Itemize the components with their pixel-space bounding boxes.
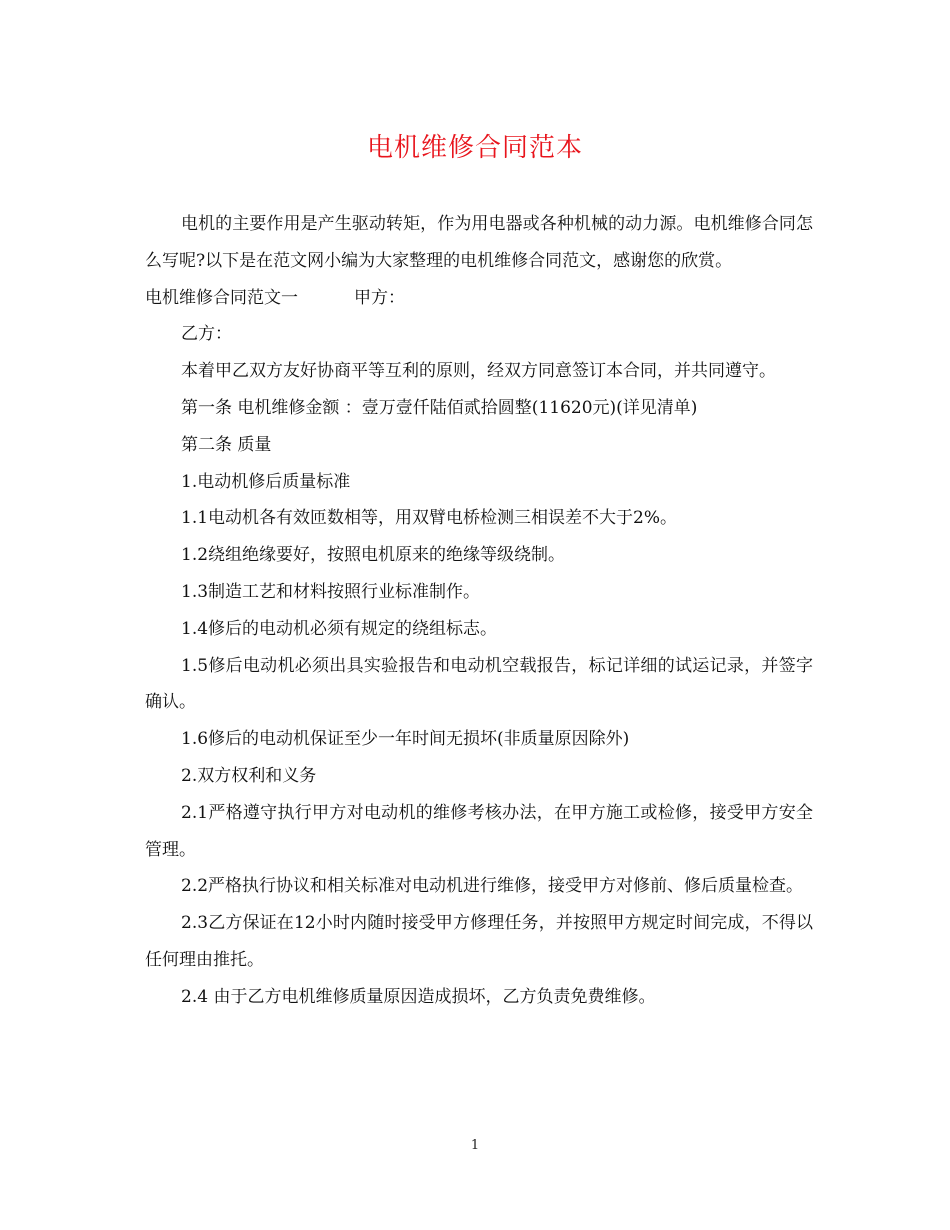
sample-heading: 电机维修合同范文一	[145, 287, 298, 308]
item-1-4: 1.4修后的电动机必须有规定的绕组标志。	[181, 618, 498, 639]
party-b-label: 乙方：	[181, 324, 232, 345]
intro-paragraph: 电机的主要作用是产生驱动转矩，作为用电器或各种机械的动力源。电机维修合同怎么写呢?以下是在范文网小编为大家整理的电机维修合同范文，感谢您的欣赏。	[145, 214, 813, 271]
item-1-6: 1.6修后的电动机保证至少一年时间无损坏(非质量原因除外)	[181, 729, 630, 750]
item-2-3: 2.3乙方保证在12小时内随时接受甲方修理任务，并按照甲方规定时间完成，不得以任何理由推托。	[145, 913, 813, 970]
article-1: 第一条 电机维修金额 ：壹万壹仟陆佰贰拾圆整(11620元)(详见清单)	[181, 397, 698, 418]
item-2-1: 2.1严格遵守执行甲方对电动机的维修考核办法，在甲方施工或检修，接受甲方安全管理。	[145, 802, 813, 860]
preamble-paragraph: 本着甲乙双方友好协商平等互利的原则，经双方同意签订本合同，并共同遵守。	[181, 361, 776, 382]
item-2-4: 2.4 由于乙方电机维修质量原因造成损坏，乙方负责免费维修。	[181, 986, 656, 1007]
document-body	[145, 206, 813, 1016]
section-1-heading: 1.电动机修后质量标准	[181, 471, 351, 492]
item-1-5: 1.5修后电动机必须出具实验报告和电动机空载报告，标记详细的试运记录，并签字确认。	[145, 655, 813, 713]
item-1-3: 1.3制造工艺和材料按照行业标准制作。	[181, 581, 481, 602]
item-1-1: 1.1电动机各有效匝数相等，用双臂电桥检测三相误差不大于2%。	[181, 508, 678, 529]
document-title: 电机维修合同范本	[366, 133, 583, 163]
sample-heading-line	[145, 280, 813, 317]
item-2-2: 2.2严格执行协议和相关标准对电动机进行维修，接受甲方对修前、修后质量检查。	[181, 876, 804, 897]
party-a-label: 甲方：	[354, 287, 405, 308]
item-1-2: 1.2绕组绝缘要好，按照电机原来的绝缘等级绕制。	[181, 545, 566, 566]
section-2-heading: 2.双方权利和义务	[181, 765, 317, 786]
article-2: 第二条 质量	[181, 434, 272, 455]
page-number: 1	[470, 1138, 480, 1153]
